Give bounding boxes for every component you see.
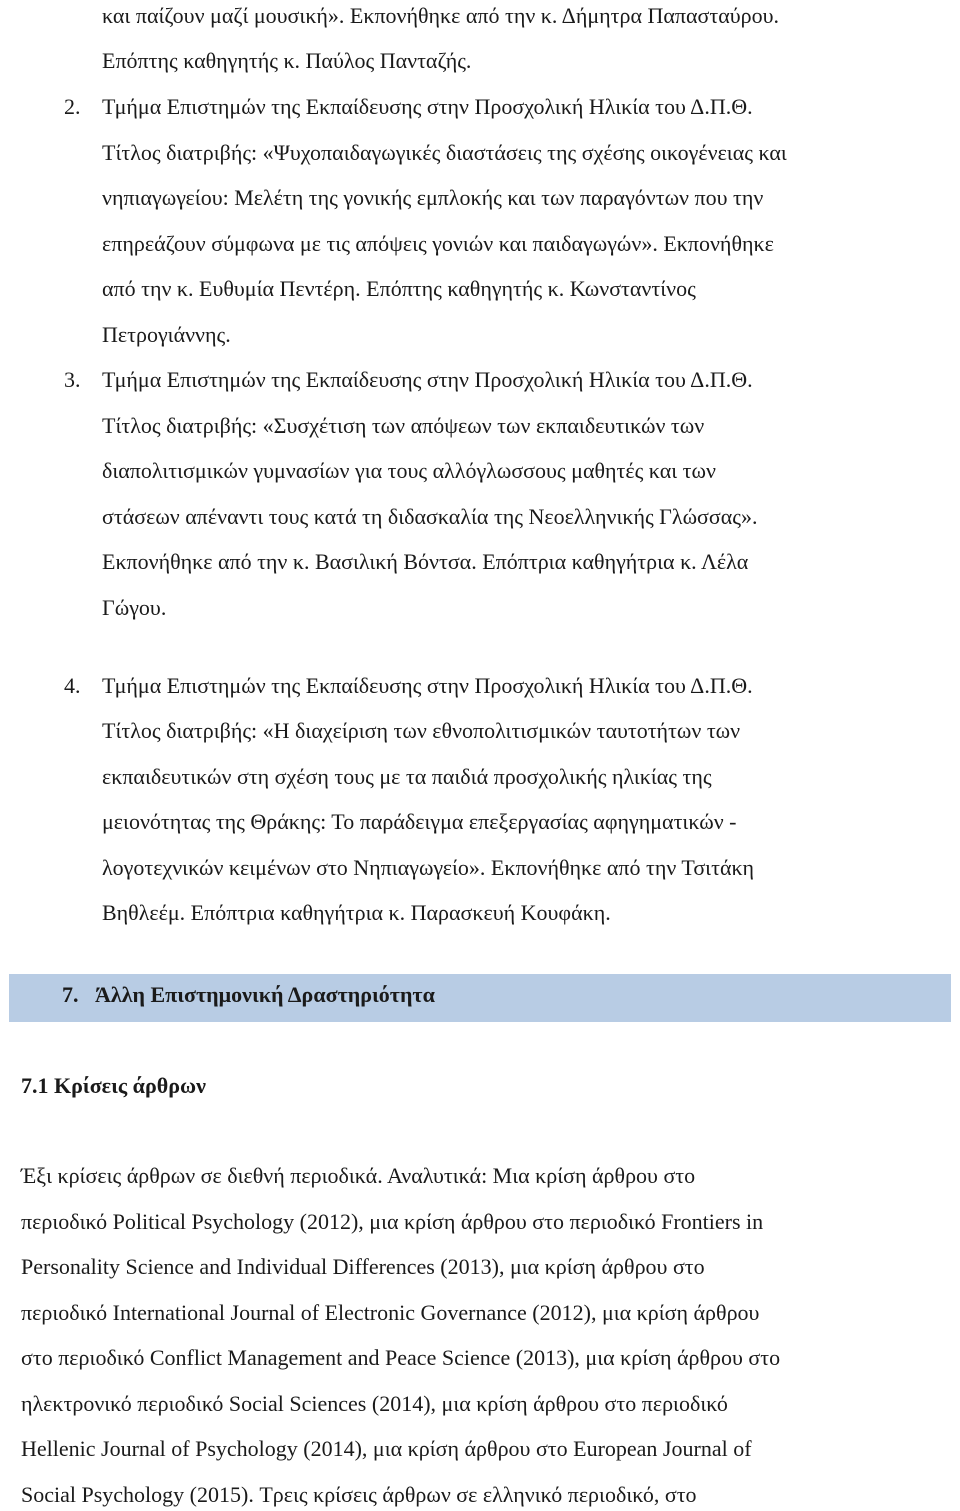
- entry-text-line: νηπιαγωγείου: Μελέτη της γονικής εμπλοκής και των παραγόντων που την: [102, 185, 764, 210]
- section-number: 7.: [62, 982, 79, 1007]
- entry-text-line: Γώγου.: [102, 595, 167, 620]
- entry-text-line: Τίτλος διατριβής: «Συσχέτιση των απόψεων των εκπαιδευτικών των: [102, 413, 705, 438]
- entry-text-line: διαπολιτισμικών γυμνασίων για τους αλλόγλωσσους μαθητές και των: [102, 458, 716, 483]
- entry-text-line: εκπαιδευτικών στη σχέση τους με τα παιδιά προσχολικής ηλικίας της: [102, 764, 712, 789]
- entry-text-line: Βηθλεέμ. Επόπτρια καθηγήτρια κ. Παρασκευή Κουφάκη.: [102, 900, 611, 925]
- entry-number: 3.: [64, 367, 81, 392]
- entry-text-line: Τμήμα Επιστημών της Εκπαίδευσης στην Προσχολική Ηλικία του Δ.Π.Θ.: [102, 367, 753, 392]
- entry-text-line: Τίτλος διατριβής: «Η διαχείριση των εθνοπολιτισμικών ταυτοτήτων των: [102, 718, 741, 743]
- entry1-text-line: και παίζουν μαζί μουσική». Εκπονήθηκε από την κ. Δήμητρα Παπασταύρου.: [102, 3, 780, 28]
- entry-text-line: από την κ. Ευθυμία Πεντέρη. Επόπτης καθηγητής κ. Κωνσταντίνος: [102, 276, 696, 301]
- entry-number: 2.: [64, 94, 81, 119]
- paragraph-line: Personality Science and Individual Differences (2013), μια κρίση άρθρου στο: [21, 1254, 705, 1279]
- section-heading: [62, 981, 435, 1009]
- entry-text-line: Πετρογιάννης.: [102, 322, 231, 347]
- entry-number: 4.: [64, 673, 81, 698]
- paragraph-line: στο περιοδικό Conflict Management and Peace Science (2013), μια κρίση άρθρου στο: [21, 1345, 781, 1370]
- paragraph-line: Έξι κρίσεις άρθρων σε διεθνή περιοδικά. Αναλυτικά: Μια κρίση άρθρου στο: [21, 1163, 696, 1188]
- paragraph-line: Social Psychology (2015). Τρεις κρίσεις άρθρων σε ελληνικό περιοδικό, στο: [21, 1482, 697, 1507]
- entry-text-line: Τίτλος διατριβής: «Ψυχοπαιδαγωγικές διαστάσεις της σχέσης οικογένειας και: [102, 140, 787, 165]
- entry-text-line: Εκπονήθηκε από την κ. Βασιλική Βόντσα. Επόπτρια καθηγήτρια κ. Λέλα: [102, 549, 749, 574]
- paragraph-line: ηλεκτρονικό περιοδικό Social Sciences (2014), μια κρίση άρθρου στο περιοδικό: [21, 1391, 728, 1416]
- entry-text-line: Τμήμα Επιστημών της Εκπαίδευσης στην Προσχολική Ηλικία του Δ.Π.Θ.: [102, 673, 753, 698]
- section-title: Άλλη Επιστημονική Δραστηριότητα: [95, 982, 435, 1007]
- entry-text-line: Τμήμα Επιστημών της Εκπαίδευσης στην Προσχολική Ηλικία του Δ.Π.Θ.: [102, 94, 753, 119]
- paragraph-line: περιοδικό International Journal of Electronic Governance (2012), μια κρίση άρθρου: [21, 1300, 760, 1325]
- entry-text-line: στάσεων απέναντι τους κατά τη διδασκαλία της Νεοελληνικής Γλώσσας».: [102, 504, 758, 529]
- entry-text-line: λογοτεχνικών κειμένων στο Νηπιαγωγείο». Εκπονήθηκε από την Τσιτάκη: [102, 855, 755, 880]
- entry-text-line: επηρεάζουν σύμφωνα με τις απόψεις γονιών και παιδαγωγών». Εκπονήθηκε: [102, 231, 774, 256]
- subsection-heading: 7.1 Κρίσεις άρθρων: [21, 1073, 206, 1098]
- entry-text-line: μειονότητας της Θράκης: Το παράδειγμα επεξεργασίας αφηγηματικών -: [102, 809, 737, 834]
- paragraph-line: Hellenic Journal of Psychology (2014), μια κρίση άρθρου στο European Journal of: [21, 1436, 752, 1461]
- entry1-text-line: Επόπτης καθηγητής κ. Παύλος Πανταζής.: [102, 48, 472, 73]
- paragraph-line: περιοδικό Political Psychology (2012), μια κρίση άρθρου στο περιοδικό Frontiers in: [21, 1209, 764, 1234]
